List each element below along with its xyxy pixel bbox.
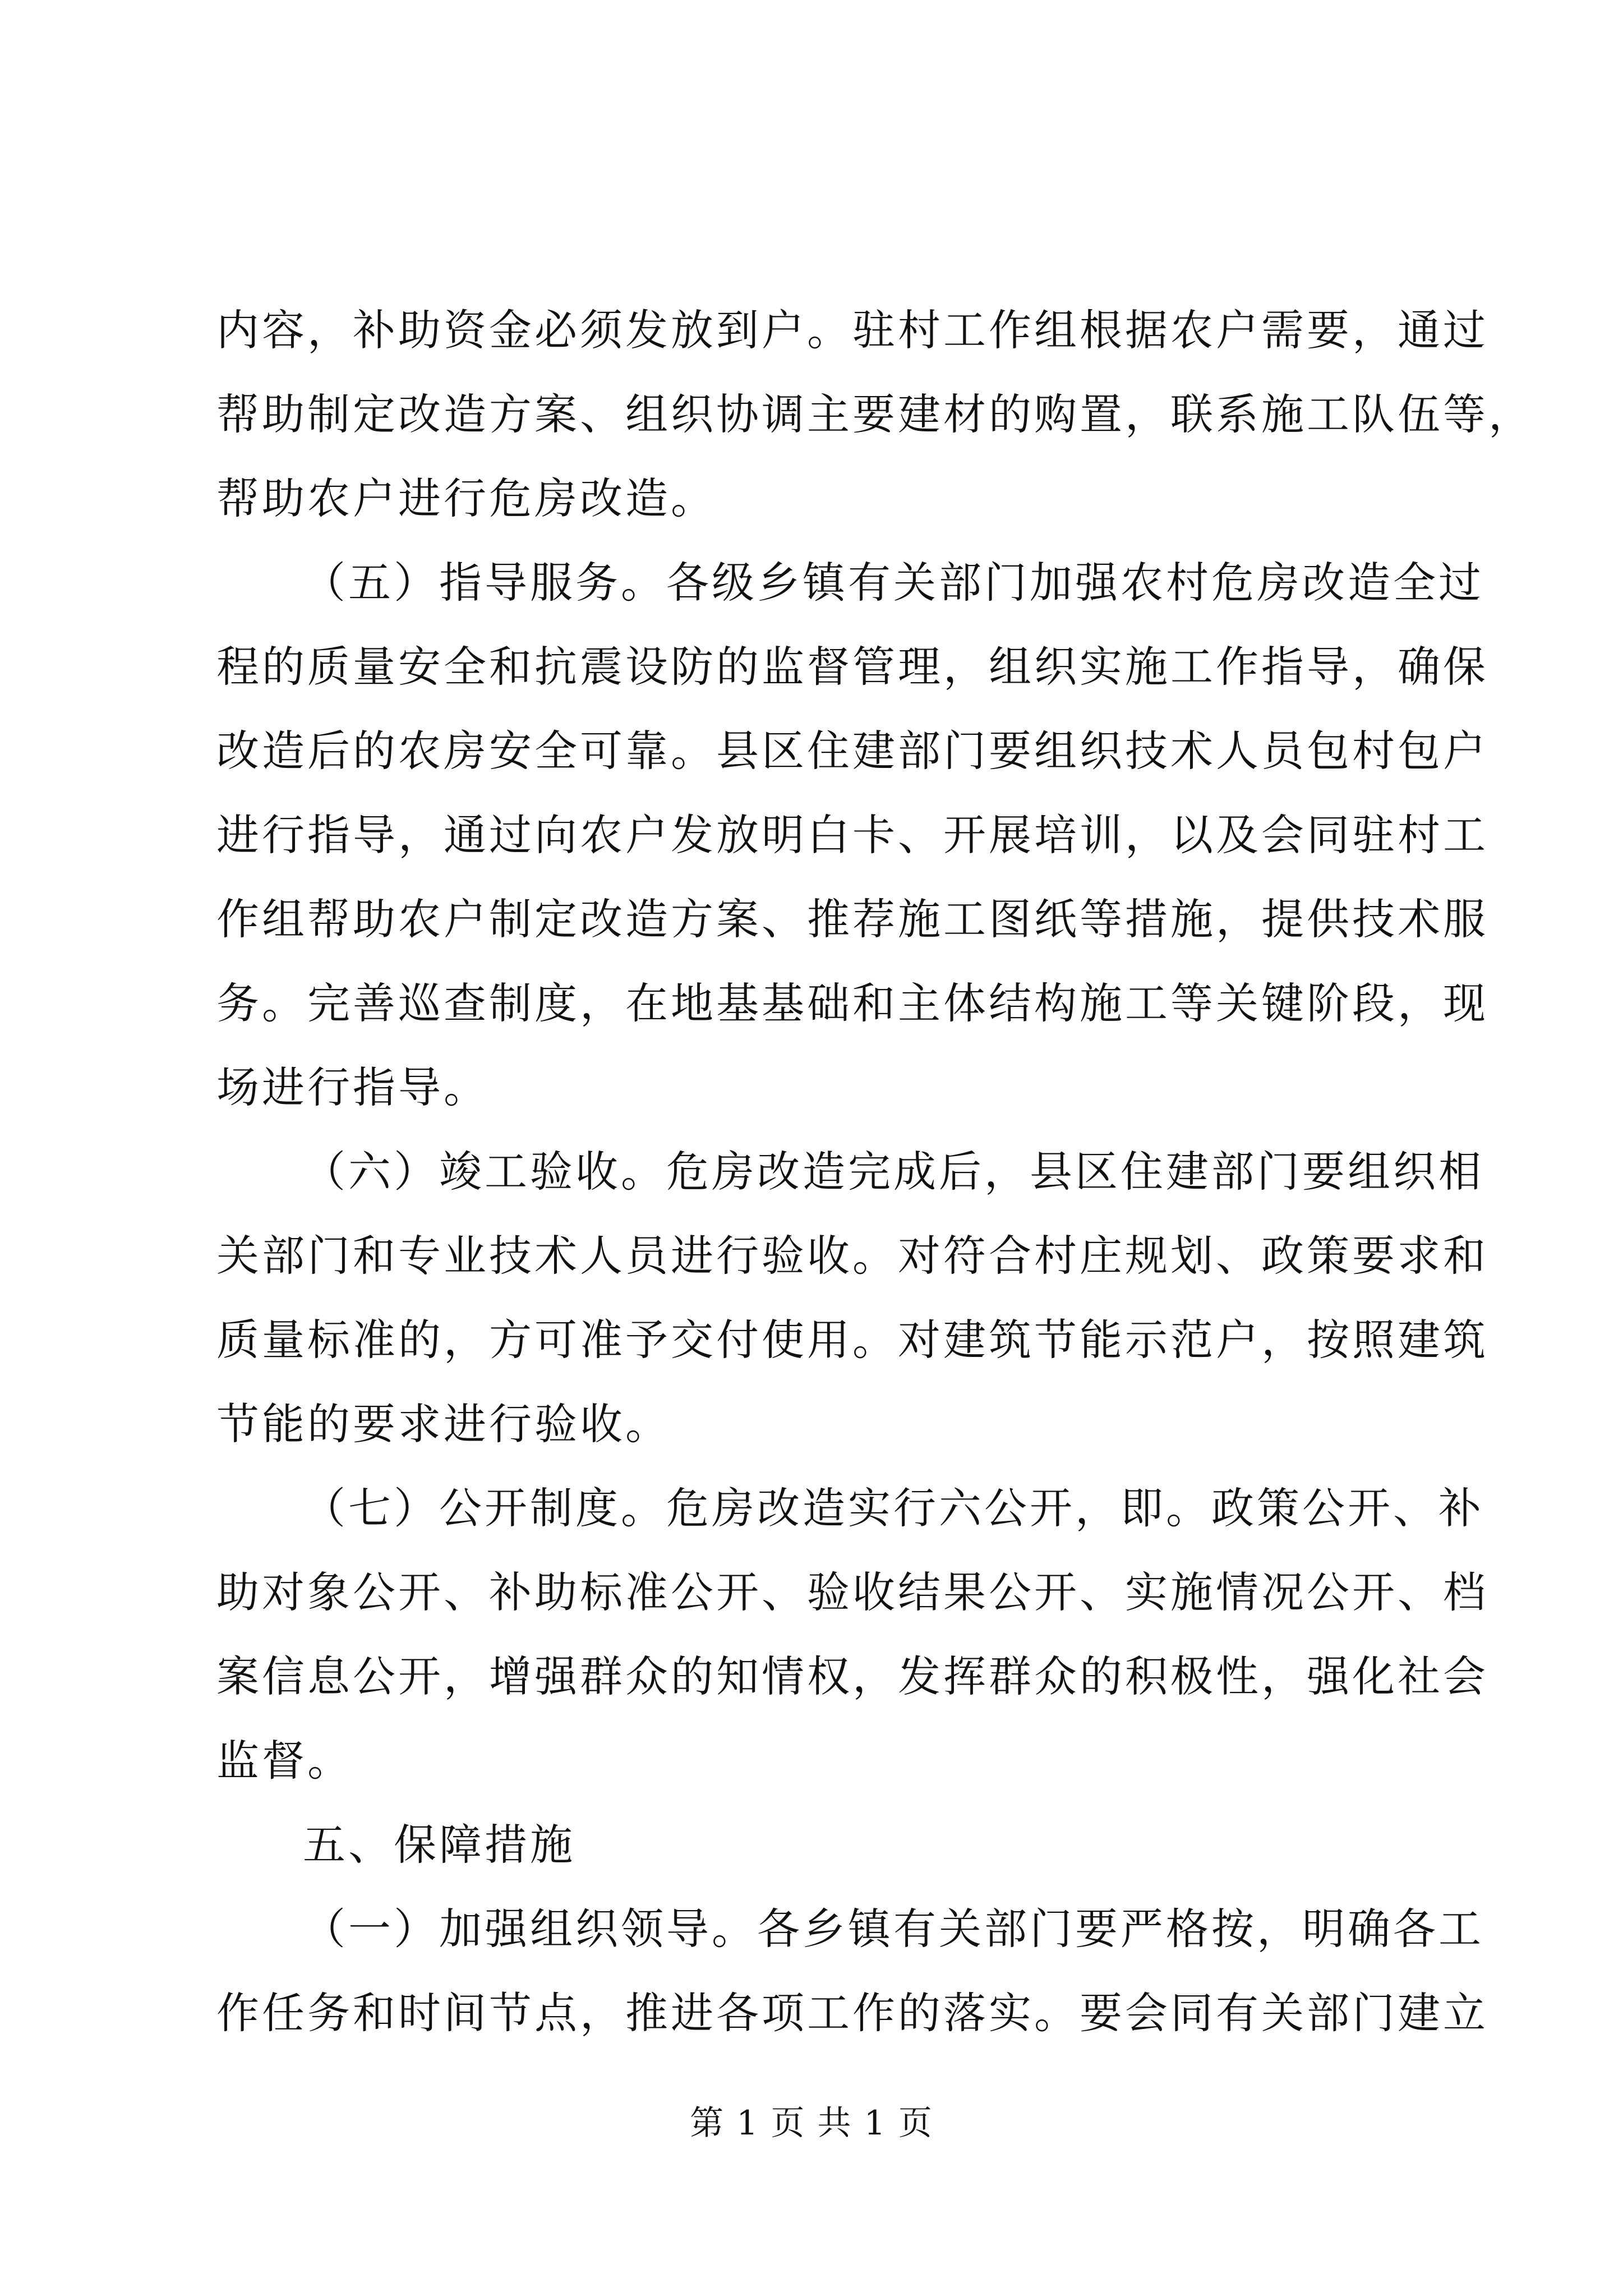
text-line: 案信息公开，增强群众的知情权，发挥群众的积极性，强化社会 <box>216 1651 1488 1701</box>
text-line: 改造后的农房安全可靠。县区住建部门要组织技术人员包村包户 <box>216 726 1488 776</box>
text-line: 监督。 <box>216 1736 353 1786</box>
text-line: 作组帮助农户制定改造方案、推荐施工图纸等措施，提供技术服 <box>216 894 1488 944</box>
text-line: 质量标准的，方可准予交付使用。对建筑节能示范户，按照建筑 <box>216 1315 1488 1365</box>
page-footer: 第 1 页 共 1 页 <box>690 2104 933 2143</box>
section-heading: 五、保障措施 <box>303 1820 575 1870</box>
text-line: 关部门和专业技术人员进行验收。对符合村庄规划、政策要求和 <box>216 1231 1488 1281</box>
text-line: 帮助农户进行危房改造。 <box>216 473 716 523</box>
text-line: 务。完善巡查制度，在地基基础和主体结构施工等关键阶段，现 <box>216 978 1488 1028</box>
text-line: 帮助制定改造方案、组织协调主要建材的购置，联系施工队伍等， <box>216 389 1534 439</box>
paragraph-start-line: （五）指导服务。各级乡镇有关部门加强农村危房改造全过 <box>303 558 1484 608</box>
document-body <box>216 288 1534 2055</box>
text-line: 进行指导，通过向农户发放明白卡、开展培训，以及会同驻村工 <box>216 810 1488 860</box>
paragraph-start-line: （一）加强组织领导。各乡镇有关部门要严格按，明确各工 <box>303 1904 1484 1954</box>
text-line: 作任务和时间节点，推进各项工作的落实。要会同有关部门建立 <box>216 1988 1488 2038</box>
paragraph-start-line: （七）公开制度。危房改造实行六公开，即。政策公开、补 <box>303 1483 1484 1533</box>
paragraph-start-line: （六）竣工验收。危房改造完成后，县区住建部门要组织相 <box>303 1147 1484 1197</box>
text-line: 程的质量安全和抗震设防的监督管理，组织实施工作指导，确保 <box>216 642 1488 692</box>
text-line: 内容，补助资金必须发放到户。驻村工作组根据农户需要，通过 <box>216 305 1488 355</box>
text-line: 助对象公开、补助标准公开、验收结果公开、实施情况公开、档 <box>216 1567 1488 1617</box>
text-line: 节能的要求进行验收。 <box>216 1399 671 1449</box>
text-line: 场进行指导。 <box>216 1062 489 1112</box>
